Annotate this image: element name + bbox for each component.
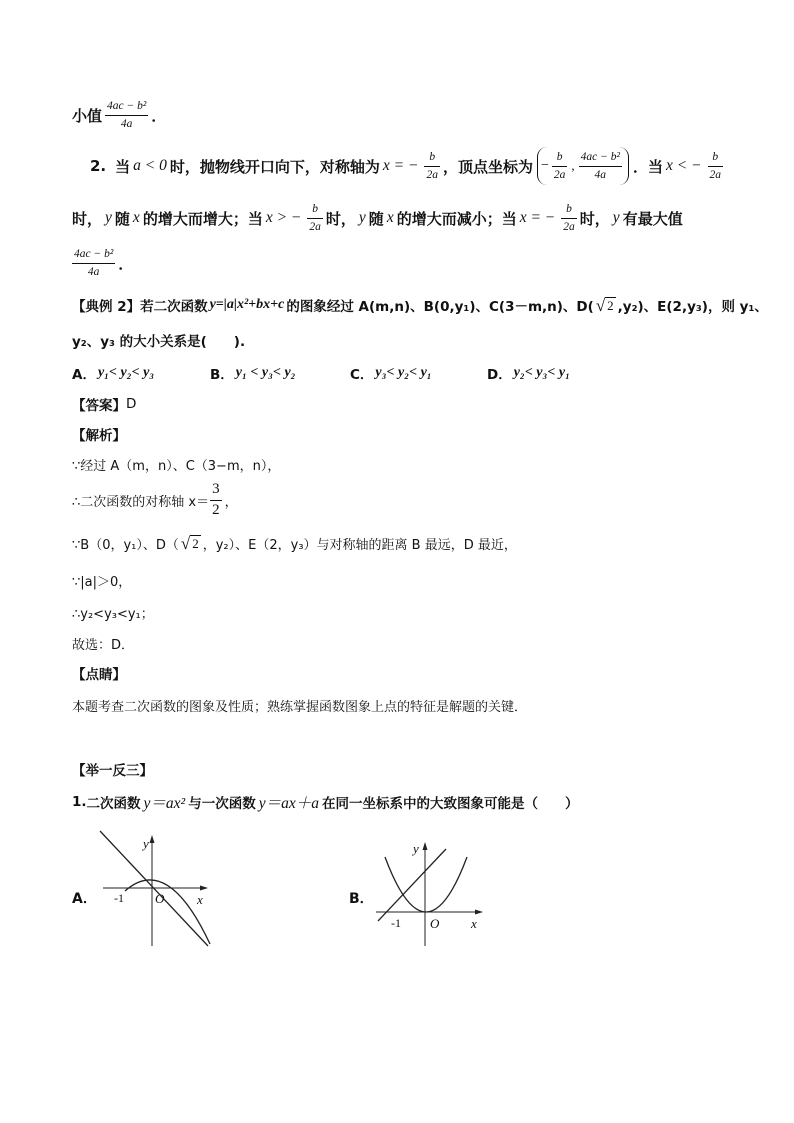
step-text: ∵B（0，y₁）、D（ [72,537,179,553]
example-2-options [0,361,794,385]
example-lead: 若二次函数 [140,299,208,315]
insight-text: 本题考查二次函数的图象及性质；熟练掌握函数图象上点的特征是解题的关键． [72,699,528,715]
sqrt-sign: √ [595,295,606,315]
axis-fraction [708,150,724,182]
property-2-line-2 [72,201,683,235]
text-max: 有最大值 [622,209,683,228]
fraction-denominator: 4a [105,115,148,131]
text-sui: 随 [114,209,130,228]
solution-step-3 [72,531,517,555]
fraction-denominator: 2a [561,218,577,234]
insight-heading [72,662,126,684]
vertex-x-fraction [552,150,568,182]
question-text: 与一次函数 [188,796,256,812]
sqrt-radicand: 2 [192,536,199,552]
graph-a [90,825,220,950]
option-letter: A． [72,367,96,383]
option-a [72,361,154,385]
min-value-fraction [105,99,148,131]
graph-b [370,835,490,950]
option-text: y₂< y₃< y₁ [513,365,570,380]
math-x-less: x < − [665,157,702,174]
fraction-numerator: 4ac − b² [107,100,147,113]
axis-fraction [561,202,577,234]
text-clause: ，顶点坐标为 [442,157,533,176]
axis-fraction [307,202,323,234]
comma: , [571,158,575,173]
step-text: ，y₂）、E（2，y₃）与对称轴的距离 B 最远，D 最近， [202,537,517,553]
analysis-tag: 【解析】 [72,428,126,444]
property-2-line-1 [90,146,726,186]
step-text: ∵经过 A（m，n）、C（3−m，n）， [72,458,281,474]
fraction-denominator: 2 [212,501,220,518]
math-y: y [105,209,112,226]
text-shi: 时， [325,209,356,228]
step-text: ∴y₂<y₃<y₁； [72,606,154,622]
step-text: ∵|a|＞0， [72,574,132,590]
graph-b-option-label: B． [349,891,374,907]
min-value-label: 小值 [72,106,103,125]
math-y: y [612,209,620,226]
answer-line [72,393,136,415]
graph-a-y-arrow [150,835,155,843]
text-clause: 时，抛物线开口向下，对称轴为 [169,157,380,176]
option-text: y₁< y₂< y₃ [97,365,155,380]
answer-value: D [126,396,137,412]
period: ． [151,106,167,125]
step-text: 故选：D． [72,637,135,653]
math-x: x [132,209,140,226]
fraction-numerator: b [312,203,319,216]
option-letter: D． [487,367,512,383]
fraction-numerator: 4ac − b² [580,151,620,164]
graph-b-parabola [385,857,467,912]
example-2-question-line-2 [72,328,245,352]
fraction-denominator: 2a [307,218,323,234]
vertex-coordinates [537,147,629,185]
step-text: ∴二次函数的对称轴 x＝ [72,494,210,510]
example-question-end: y₂、y₃ 的大小关系是( ). [72,334,246,350]
fraction-numerator: b [429,151,436,164]
text-shi: 时， [72,209,103,228]
vertex-y-fraction [579,150,622,182]
option-d [487,361,570,385]
option-b [210,361,296,385]
graph-b-x-arrow [475,910,483,915]
text-increase: 的增大而增大；当 [142,209,263,228]
text-when: 当 [115,157,131,176]
fraction-denominator: 4a [72,263,115,279]
max-value-fraction [72,247,115,279]
solution-step-1 [72,453,280,475]
sqrt-two [596,297,616,314]
period: ． [118,254,134,273]
graph-a-y-label: y [143,836,149,851]
sqrt-sign: √ [180,533,191,553]
example-points-text: 的图象经过 A(m,n)、B(0,y₁)、C(3－m,n)、D( [286,299,594,315]
math-y: y [358,209,366,226]
fraction-numerator: 4ac − b² [74,248,114,261]
text-shi: 时， [579,209,610,228]
math-a-negative: a < 0 [133,157,167,174]
fraction-numerator: b [566,203,572,216]
fraction-numerator: b [712,151,719,164]
text-decrease: 的增大而减小；当 [396,209,517,228]
graph-b-y-label: y [413,841,419,856]
analysis-heading [72,423,126,445]
option-letter: B． [210,367,234,383]
solution-step-2 [72,481,238,519]
insight-tag: 【点睛】 [72,667,126,683]
graph-b-origin-label: O [430,916,440,931]
fraction-numerator: 3 [212,481,220,498]
graph-b-y-arrow [423,842,428,850]
example-2-question-line-1 [72,292,768,318]
practice-question-1 [72,790,578,814]
option-text: y₁ < y₃< y₂ [235,365,296,380]
option-letter: C． [350,367,374,383]
property-2-line-3 [72,248,133,278]
fraction-denominator: 2a [708,166,724,182]
function-expression: y=|a|x²+bx+c [209,297,285,312]
step-end: ， [224,494,238,510]
text-clause: ．当 [632,157,663,176]
math-quadratic: y＝ax² [143,795,186,812]
graph-a-x-arrow [200,886,208,891]
graph-b-x-label: x [471,916,477,931]
minus-sign: − [540,158,549,173]
question-text: 在同一坐标系中的大致图象可能是（ ） [321,796,579,812]
solution-step-4 [72,569,131,591]
graph-a-tick-label: -1 [114,891,124,905]
question-text: 二次函数 [86,796,141,812]
fraction-denominator: 2a [424,166,440,182]
sqrt-radicand: 2 [607,298,614,314]
practice-tag: 【举一反三】 [72,763,153,779]
graph-b-linear-line [378,849,446,921]
math-x: x [386,209,394,226]
sqrt-two [181,535,201,552]
item-number: 2. [90,157,107,175]
axis-fraction [424,150,440,182]
solution-step-6 [72,632,134,654]
math-x-equals: x = − [382,157,419,174]
graph-a-origin-label: O [155,891,165,906]
example-tag: 【典例 2】 [72,299,141,315]
text-sui: 随 [368,209,384,228]
example-points-text-2: ,y₂)、E(2,y₃)，则 y₁、 [617,299,768,315]
three-halves-fraction [210,481,222,519]
math-x-equals: x = − [519,209,556,226]
practice-heading [72,758,153,780]
min-value-line [72,100,166,130]
graph-a-option-label: A． [72,891,97,907]
option-text: y₃< y₂< y₁ [375,365,432,380]
graph-b-tick-label: -1 [391,916,401,930]
option-c [350,361,432,385]
insight-text-line [72,694,527,716]
fraction-denominator: 4a [579,166,622,182]
math-linear: y＝ax＋a [258,795,319,812]
fraction-denominator: 2a [552,166,568,182]
graph-a-x-label: x [197,892,203,907]
fraction-numerator: b [556,151,563,164]
answer-tag: 【答案】 [72,398,126,414]
solution-step-5 [72,601,154,623]
math-x-greater: x > − [265,209,302,226]
question-number: 1. [72,794,87,810]
